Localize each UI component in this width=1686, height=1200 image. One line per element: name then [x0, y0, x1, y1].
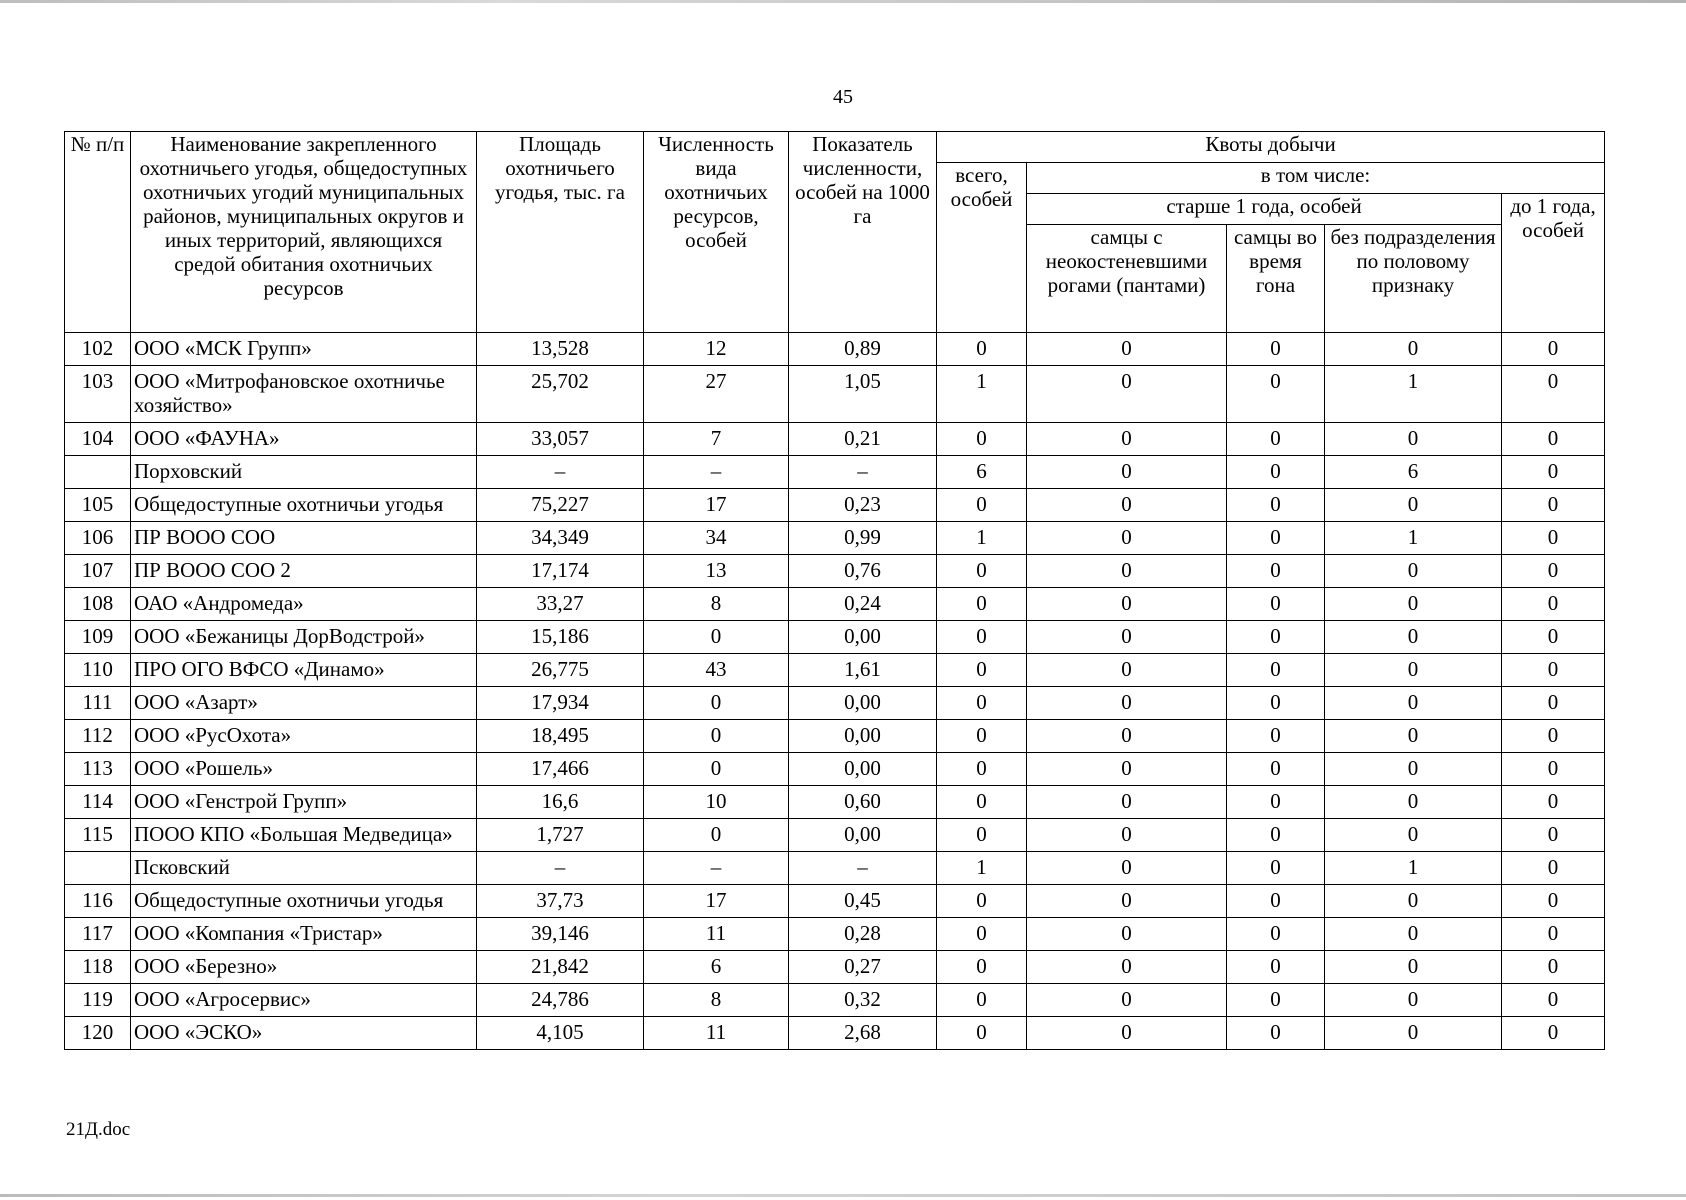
cell-density: 0,28 — [789, 918, 937, 951]
cell-young: 0 — [1502, 885, 1605, 918]
cell-young: 0 — [1502, 555, 1605, 588]
cell-area: 15,186 — [477, 621, 644, 654]
cell-velvet: 0 — [1027, 366, 1227, 423]
cell-num: 106 — [65, 522, 131, 555]
table-row — [65, 654, 1605, 687]
cell-name: ООО «Генстрой Групп» — [131, 786, 477, 819]
cell-nosex: 0 — [1325, 1017, 1502, 1050]
cell-density: 0,89 — [789, 333, 937, 366]
cell-count: 0 — [644, 819, 789, 852]
cell-name: ООО «ФАУНА» — [131, 423, 477, 456]
cell-count: 8 — [644, 984, 789, 1017]
table-row — [65, 423, 1605, 456]
cell-area: 33,057 — [477, 423, 644, 456]
cell-nosex: 0 — [1325, 489, 1502, 522]
cell-young: 0 — [1502, 687, 1605, 720]
cell-area: 37,73 — [477, 885, 644, 918]
table-row — [65, 753, 1605, 786]
cell-num: 116 — [65, 885, 131, 918]
cell-total: 0 — [937, 918, 1027, 951]
header-quotas: Квоты добычи — [937, 132, 1605, 163]
cell-num: 115 — [65, 819, 131, 852]
cell-density: 0,76 — [789, 555, 937, 588]
table-row — [65, 984, 1605, 1017]
cell-nosex: 0 — [1325, 654, 1502, 687]
cell-num: 102 — [65, 333, 131, 366]
cell-young: 0 — [1502, 852, 1605, 885]
header-rut: самцы во время гона — [1227, 225, 1325, 333]
cell-num: 118 — [65, 951, 131, 984]
cell-num: 117 — [65, 918, 131, 951]
cell-rut: 0 — [1227, 456, 1325, 489]
cell-area: 4,105 — [477, 1017, 644, 1050]
cell-rut: 0 — [1227, 852, 1325, 885]
cell-velvet: 0 — [1027, 786, 1227, 819]
cell-velvet: 0 — [1027, 456, 1227, 489]
cell-density: – — [789, 852, 937, 885]
table-row — [65, 555, 1605, 588]
cell-num: 114 — [65, 786, 131, 819]
cell-rut: 0 — [1227, 984, 1325, 1017]
cell-name: Общедоступные охотничьи угодья — [131, 489, 477, 522]
cell-velvet: 0 — [1027, 984, 1227, 1017]
cell-nosex: 1 — [1325, 366, 1502, 423]
cell-total: 1 — [937, 852, 1027, 885]
cell-total: 6 — [937, 456, 1027, 489]
cell-num: 120 — [65, 1017, 131, 1050]
cell-nosex: 0 — [1325, 621, 1502, 654]
cell-nosex: 0 — [1325, 423, 1502, 456]
cell-rut: 0 — [1227, 918, 1325, 951]
cell-rut: 0 — [1227, 687, 1325, 720]
cell-nosex: 0 — [1325, 786, 1502, 819]
cell-area: 25,702 — [477, 366, 644, 423]
cell-area: 34,349 — [477, 522, 644, 555]
cell-density: 0,23 — [789, 489, 937, 522]
cell-num: 105 — [65, 489, 131, 522]
cell-rut: 0 — [1227, 1017, 1325, 1050]
cell-young: 0 — [1502, 819, 1605, 852]
header-num: № п/п — [65, 132, 131, 333]
cell-total: 0 — [937, 489, 1027, 522]
header-total: всего, особей — [937, 163, 1027, 333]
cell-nosex: 0 — [1325, 984, 1502, 1017]
header-count: Численность вида охотничьих ресурсов, особей — [644, 132, 789, 333]
cell-velvet: 0 — [1027, 621, 1227, 654]
cell-density: 0,60 — [789, 786, 937, 819]
cell-nosex: 0 — [1325, 819, 1502, 852]
cell-velvet: 0 — [1027, 819, 1227, 852]
cell-young: 0 — [1502, 621, 1605, 654]
cell-area: 75,227 — [477, 489, 644, 522]
cell-name: ООО «Компания «Тристар» — [131, 918, 477, 951]
cell-total: 1 — [937, 522, 1027, 555]
cell-count: 10 — [644, 786, 789, 819]
cell-area: 16,6 — [477, 786, 644, 819]
table-row — [65, 687, 1605, 720]
quota-table — [64, 131, 1605, 1050]
cell-count: 6 — [644, 951, 789, 984]
table-row — [65, 333, 1605, 366]
cell-density: 0,00 — [789, 819, 937, 852]
cell-velvet: 0 — [1027, 951, 1227, 984]
cell-area: 24,786 — [477, 984, 644, 1017]
cell-young: 0 — [1502, 333, 1605, 366]
cell-rut: 0 — [1227, 555, 1325, 588]
table-row — [65, 918, 1605, 951]
header-area: Площадь охотничьего угодья, тыс. га — [477, 132, 644, 333]
cell-young: 0 — [1502, 1017, 1605, 1050]
cell-density: 1,61 — [789, 654, 937, 687]
table-row — [65, 366, 1605, 423]
cell-total: 0 — [937, 786, 1027, 819]
cell-area: – — [477, 852, 644, 885]
cell-velvet: 0 — [1027, 1017, 1227, 1050]
table-row — [65, 621, 1605, 654]
cell-nosex: 0 — [1325, 588, 1502, 621]
cell-name: ОАО «Андромеда» — [131, 588, 477, 621]
cell-velvet: 0 — [1027, 852, 1227, 885]
cell-velvet: 0 — [1027, 753, 1227, 786]
cell-name: ПР ВООО СОО — [131, 522, 477, 555]
cell-count: 0 — [644, 687, 789, 720]
cell-young: 0 — [1502, 918, 1605, 951]
cell-num — [65, 852, 131, 885]
table-row — [65, 588, 1605, 621]
cell-young: 0 — [1502, 951, 1605, 984]
cell-count: 0 — [644, 720, 789, 753]
cell-density: 0,32 — [789, 984, 937, 1017]
cell-count: 8 — [644, 588, 789, 621]
cell-total: 0 — [937, 621, 1027, 654]
header-name: Наименование закрепленного охотничьего угодья, общедоступных охотничьих угодий муниципальных районов, муниципальных округов и иных территорий, являющихся средой обитания охотничьих ресурсов — [131, 132, 477, 333]
cell-velvet: 0 — [1027, 555, 1227, 588]
cell-count: 0 — [644, 753, 789, 786]
cell-young: 0 — [1502, 489, 1605, 522]
cell-nosex: 0 — [1325, 885, 1502, 918]
cell-density: 0,21 — [789, 423, 937, 456]
table-row — [65, 951, 1605, 984]
table-row — [65, 456, 1605, 489]
cell-area: 33,27 — [477, 588, 644, 621]
quota-table-container — [64, 131, 1604, 1050]
table-row — [65, 852, 1605, 885]
cell-count: 17 — [644, 489, 789, 522]
cell-total: 0 — [937, 720, 1027, 753]
table-row — [65, 1017, 1605, 1050]
cell-density: 0,99 — [789, 522, 937, 555]
cell-total: 0 — [937, 1017, 1027, 1050]
cell-num: 113 — [65, 753, 131, 786]
cell-name: ООО «Митрофановское охотничье хозяйство» — [131, 366, 477, 423]
cell-num: 108 — [65, 588, 131, 621]
cell-area: 1,727 — [477, 819, 644, 852]
cell-rut: 0 — [1227, 621, 1325, 654]
cell-young: 0 — [1502, 786, 1605, 819]
cell-rut: 0 — [1227, 720, 1325, 753]
cell-velvet: 0 — [1027, 918, 1227, 951]
cell-rut: 0 — [1227, 489, 1325, 522]
cell-name: ООО «ЭСКО» — [131, 1017, 477, 1050]
cell-young: 0 — [1502, 366, 1605, 423]
cell-rut: 0 — [1227, 819, 1325, 852]
cell-count: 34 — [644, 522, 789, 555]
cell-num: 109 — [65, 621, 131, 654]
header-velvet: самцы с неокостеневшими рогами (пантами) — [1027, 225, 1227, 333]
cell-total: 0 — [937, 654, 1027, 687]
cell-total: 0 — [937, 588, 1027, 621]
cell-area: 39,146 — [477, 918, 644, 951]
cell-area: – — [477, 456, 644, 489]
cell-velvet: 0 — [1027, 720, 1227, 753]
cell-density: 0,24 — [789, 588, 937, 621]
header-density: Показатель численности, особей на 1000 га — [789, 132, 937, 333]
header-older: старше 1 года, особей — [1027, 194, 1502, 225]
cell-young: 0 — [1502, 456, 1605, 489]
cell-young: 0 — [1502, 588, 1605, 621]
cell-count: 43 — [644, 654, 789, 687]
page-number: 45 — [833, 86, 853, 108]
cell-young: 0 — [1502, 423, 1605, 456]
cell-nosex: 1 — [1325, 852, 1502, 885]
cell-count: 7 — [644, 423, 789, 456]
cell-name: ООО «Рошель» — [131, 753, 477, 786]
cell-count: – — [644, 852, 789, 885]
cell-name: Порховский — [131, 456, 477, 489]
cell-velvet: 0 — [1027, 588, 1227, 621]
cell-young: 0 — [1502, 522, 1605, 555]
cell-area: 26,775 — [477, 654, 644, 687]
cell-young: 0 — [1502, 720, 1605, 753]
cell-total: 0 — [937, 885, 1027, 918]
cell-rut: 0 — [1227, 951, 1325, 984]
cell-count: 11 — [644, 918, 789, 951]
cell-velvet: 0 — [1027, 522, 1227, 555]
cell-name: ООО «Бежаницы ДорВодстрой» — [131, 621, 477, 654]
cell-count: 0 — [644, 621, 789, 654]
cell-num: 119 — [65, 984, 131, 1017]
cell-num: 104 — [65, 423, 131, 456]
cell-density: 0,27 — [789, 951, 937, 984]
cell-young: 0 — [1502, 753, 1605, 786]
cell-name: ООО «Березно» — [131, 951, 477, 984]
cell-total: 0 — [937, 423, 1027, 456]
cell-density: 0,45 — [789, 885, 937, 918]
table-row — [65, 720, 1605, 753]
cell-nosex: 0 — [1325, 753, 1502, 786]
table-row — [65, 885, 1605, 918]
scan-edge-top — [0, 0, 1686, 3]
cell-density: 0,00 — [789, 753, 937, 786]
cell-total: 0 — [937, 984, 1027, 1017]
cell-area: 21,842 — [477, 951, 644, 984]
header-including: в том числе: — [1027, 163, 1605, 194]
table-body — [65, 333, 1605, 1050]
cell-num: 110 — [65, 654, 131, 687]
cell-velvet: 0 — [1027, 489, 1227, 522]
cell-num — [65, 456, 131, 489]
cell-rut: 0 — [1227, 753, 1325, 786]
table-row — [65, 522, 1605, 555]
cell-count: 11 — [644, 1017, 789, 1050]
cell-count: – — [644, 456, 789, 489]
cell-total: 0 — [937, 555, 1027, 588]
cell-name: ООО «Агросервис» — [131, 984, 477, 1017]
cell-name: ООО «Азарт» — [131, 687, 477, 720]
cell-velvet: 0 — [1027, 654, 1227, 687]
cell-num: 112 — [65, 720, 131, 753]
footer-filename: 21Д.doc — [66, 1119, 131, 1140]
cell-num: 111 — [65, 687, 131, 720]
cell-young: 0 — [1502, 654, 1605, 687]
cell-count: 17 — [644, 885, 789, 918]
cell-nosex: 1 — [1325, 522, 1502, 555]
cell-density: 2,68 — [789, 1017, 937, 1050]
table-row — [65, 489, 1605, 522]
cell-velvet: 0 — [1027, 423, 1227, 456]
cell-name: ПООО КПО «Большая Медведица» — [131, 819, 477, 852]
cell-nosex: 0 — [1325, 555, 1502, 588]
cell-num: 103 — [65, 366, 131, 423]
cell-density: 0,00 — [789, 720, 937, 753]
cell-rut: 0 — [1227, 786, 1325, 819]
cell-total: 0 — [937, 819, 1027, 852]
cell-rut: 0 — [1227, 333, 1325, 366]
cell-total: 1 — [937, 366, 1027, 423]
cell-count: 12 — [644, 333, 789, 366]
cell-num: 107 — [65, 555, 131, 588]
cell-density: 0,00 — [789, 621, 937, 654]
cell-name: ООО «МСК Групп» — [131, 333, 477, 366]
cell-rut: 0 — [1227, 366, 1325, 423]
cell-area: 17,934 — [477, 687, 644, 720]
cell-count: 13 — [644, 555, 789, 588]
cell-name: ПРО ОГО ВФСО «Динамо» — [131, 654, 477, 687]
cell-rut: 0 — [1227, 522, 1325, 555]
cell-nosex: 0 — [1325, 720, 1502, 753]
cell-count: 27 — [644, 366, 789, 423]
cell-nosex: 0 — [1325, 918, 1502, 951]
cell-total: 0 — [937, 951, 1027, 984]
cell-rut: 0 — [1227, 588, 1325, 621]
cell-density: 0,00 — [789, 687, 937, 720]
cell-total: 0 — [937, 753, 1027, 786]
cell-area: 13,528 — [477, 333, 644, 366]
cell-rut: 0 — [1227, 885, 1325, 918]
scan-edge-bottom — [0, 1194, 1686, 1197]
cell-total: 0 — [937, 333, 1027, 366]
cell-velvet: 0 — [1027, 333, 1227, 366]
table-row — [65, 819, 1605, 852]
cell-rut: 0 — [1227, 654, 1325, 687]
cell-velvet: 0 — [1027, 885, 1227, 918]
cell-young: 0 — [1502, 984, 1605, 1017]
cell-name: Псковский — [131, 852, 477, 885]
cell-nosex: 0 — [1325, 951, 1502, 984]
cell-rut: 0 — [1227, 423, 1325, 456]
cell-name: Общедоступные охотничьи угодья — [131, 885, 477, 918]
cell-nosex: 0 — [1325, 687, 1502, 720]
cell-nosex: 0 — [1325, 333, 1502, 366]
header-young: до 1 года, особей — [1502, 194, 1605, 333]
table-row — [65, 786, 1605, 819]
cell-density: 1,05 — [789, 366, 937, 423]
cell-total: 0 — [937, 687, 1027, 720]
cell-density: – — [789, 456, 937, 489]
cell-area: 17,466 — [477, 753, 644, 786]
cell-velvet: 0 — [1027, 687, 1227, 720]
header-nosex: без подразделения по половому признаку — [1325, 225, 1502, 333]
cell-area: 17,174 — [477, 555, 644, 588]
table-header — [65, 132, 1605, 333]
cell-name: ООО «РусОхота» — [131, 720, 477, 753]
cell-area: 18,495 — [477, 720, 644, 753]
cell-nosex: 6 — [1325, 456, 1502, 489]
cell-name: ПР ВООО СОО 2 — [131, 555, 477, 588]
